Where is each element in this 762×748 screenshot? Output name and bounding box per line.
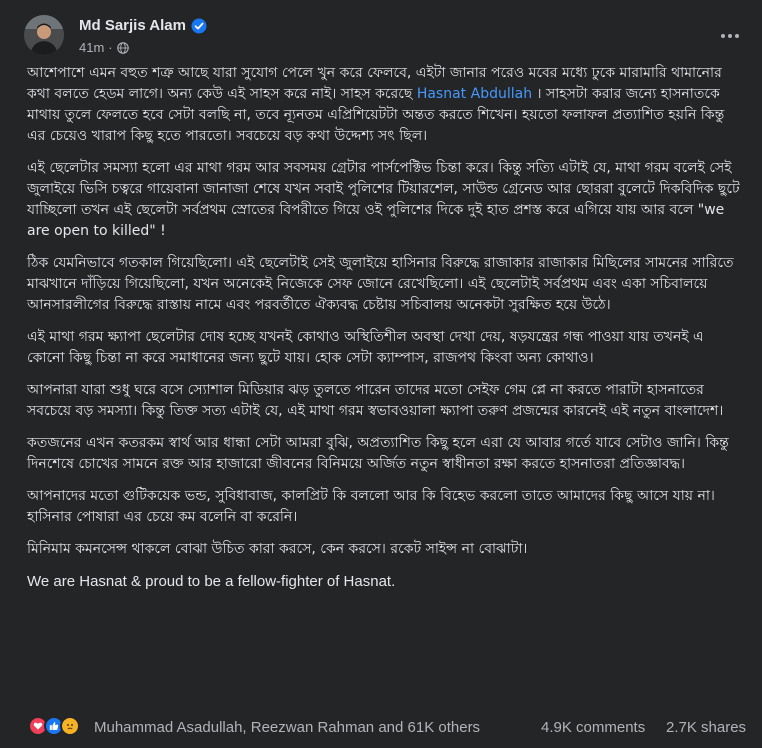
post-body — [27, 63, 745, 603]
meta-separator: · — [108, 40, 113, 55]
post-paragraph: আপনাদের মতো গুটিকয়েক ভন্ড, সুবিধাবাজ, কালপ্রিট কি বললো আর কি বিহেভ করলো তাতে আমাদের কিছু আসে যায় না। হাসিনার পোষারা এর চেয়ে কম বলেনি বা করেনি। — [27, 488, 715, 525]
verified-badge-icon — [191, 18, 207, 34]
author-name[interactable]: Md Sarjis Alam — [79, 17, 186, 34]
more-dot-icon — [728, 34, 732, 38]
post-meta — [79, 40, 129, 55]
paragraph-text: । সাহসটা করার জন্যে হাসনাতকে মাথায় তুলে ফেলতে হবে সেটা বলছি না, তবে ন্যূনতম এপ্রিশিয়েটটা অন্তত করতে শিখেন। হয়তো ফলাফল প্রত্যাশিত হয়নি কিন্তু এর চেয়েও খারাপ কিছু হতে পারতো। সবচেয়ে বড় কথা উদ্দেশ্য সৎ ছিল। — [27, 86, 725, 144]
post-paragraph: এই ছেলেটার সমস্যা হলো এর মাথা গরম আর সবসময় গ্রেটার পার্সপেক্টিভ চিন্তা করে। কিন্তু সত্যি এটাই যে, মাথা গরম বলেই সেই জুলাইয়ে ভিসি চত্বরে গায়েবানা জানাজা শেষে যখন সবাই পুলিশের টিয়ারশেল, সাউন্ড গ্রেনেড আর ছোররা বুলেটে দিকবিদিক ছুটে যাচ্ছিলো তখন এই ছেলেটা সর্বপ্রথম স্রোতের বিপরীতে গিয়ে ওই পুলিশের দিকে দুই হাত প্রশস্ত করে এগিয়ে যায় আর বলে "we are open to killed" ! — [27, 160, 740, 239]
more-dot-icon — [721, 34, 725, 38]
post-time[interactable]: 41m — [79, 40, 105, 55]
sad-face-icon — [60, 716, 80, 736]
more-options-button[interactable] — [712, 24, 748, 48]
post-footer — [0, 712, 762, 744]
mention-link-hasnat[interactable]: Hasnat Abdullah — [416, 86, 533, 102]
reacted-by-text[interactable]: Muhammad Asadullah, Reezwan Rahman and 61K others — [94, 719, 481, 736]
globe-icon[interactable] — [117, 42, 129, 54]
post-paragraph: আপনারা যারা শুধু ঘরে বসে স্যোশাল মিডিয়ার ঝড় তুলতে পারেন তাদের মতো সেইফ গেম প্লে না করতে পারাটা হাসনাতের সবচেয়ে বড় সমস্যা। কিন্তু তিক্ত সত্য এটাই যে, এই মাথা গরম স্বভাবওয়ালা ক্ষ্যাপা তরুণ প্রজন্মের কারনেই এই নতুন বাংলাদেশ। — [27, 382, 724, 419]
more-dot-icon — [735, 34, 739, 38]
comments-count[interactable]: 4.9K comments — [541, 719, 646, 736]
post-paragraph — [27, 63, 745, 147]
author-name-row — [79, 17, 207, 34]
post-header — [0, 0, 762, 60]
post-paragraph: মিনিমাম কমনসেন্স থাকলে বোঝা উচিত কারা করসে, কেন করসে। রকেট সাইন্স না বোঝাটা। — [27, 541, 528, 557]
post-paragraph: এই মাথা গরম ক্ষ্যাপা ছেলেটার দোষ হচ্ছে যখনই কোথাও অস্থিতিশীল অবস্থা দেখা দেয়, ষড়যন্ত্রের গন্ধ পাওয়া যায় তখনই এ কোনো কিছু চিন্তা না করে সমাধানের জন্য ছুটে যায়। হোক সেটা ক্যাম্পাস, রাজপথ কিংবা অন্য কোথাও। — [27, 329, 704, 366]
post-paragraph: We are Hasnat & proud to be a fellow-fighter of Hasnat. — [27, 573, 396, 590]
post-paragraph: কতজনের এখন কতরকম স্বার্থ আর ধান্ধা সেটা আমরা বুঝি, অপ্রত্যাশিত কিছু হলে এরা যে আবার গর্তে যাবে সেটাও জানি। কিন্তু দিনশেষে চোখের সামনে রক্ত আর হাজারো জীবনের বিনিময়ে অর্জিত নতুন স্বাধীনতা রক্ষা করতে হাসনাতরা প্রতিজ্ঞাবদ্ধ। — [27, 435, 729, 472]
shares-count[interactable]: 2.7K shares — [666, 719, 747, 736]
avatar-image — [24, 15, 64, 55]
reaction-icons[interactable] — [28, 716, 80, 736]
author-avatar[interactable] — [24, 15, 64, 55]
post-paragraph: ঠিক যেমনিভাবে গতকাল গিয়েছিলো। এই ছেলেটাই সেই জুলাইয়ে হাসিনার বিরুদ্ধে রাজাকার রাজাকার মিছিলের সামনের সারিতে মাঝখানে দাঁড়িয়ে গিয়েছিলো, যখন অনেকেই নিজেকে সেফ জোনে রেখেছিলো। এই ছেলেটাই সর্বপ্রথম এবং একা সচিবালয়ে আনসারলীগের বিরুদ্ধে রাস্তায় নামে এবং পরবর্তীতে ঐক্যবদ্ধ চেষ্টায় সচিবালয় অনেকটা সুরক্ষিত হয়ে উঠে। — [27, 255, 734, 313]
paragraph-text: আশেপাশে এমন বহুত শত্রু আছে যারা সুযোগ পেলে খুন করে ফেলবে, এইটা জানার পরেও মবের মধ্যে ঢুকে মারামারি থামানোর কথা বলতে হেডম লাগে। অন্য কেউ এই সাহস করে নাই। সাহস করেছে — [27, 65, 722, 102]
